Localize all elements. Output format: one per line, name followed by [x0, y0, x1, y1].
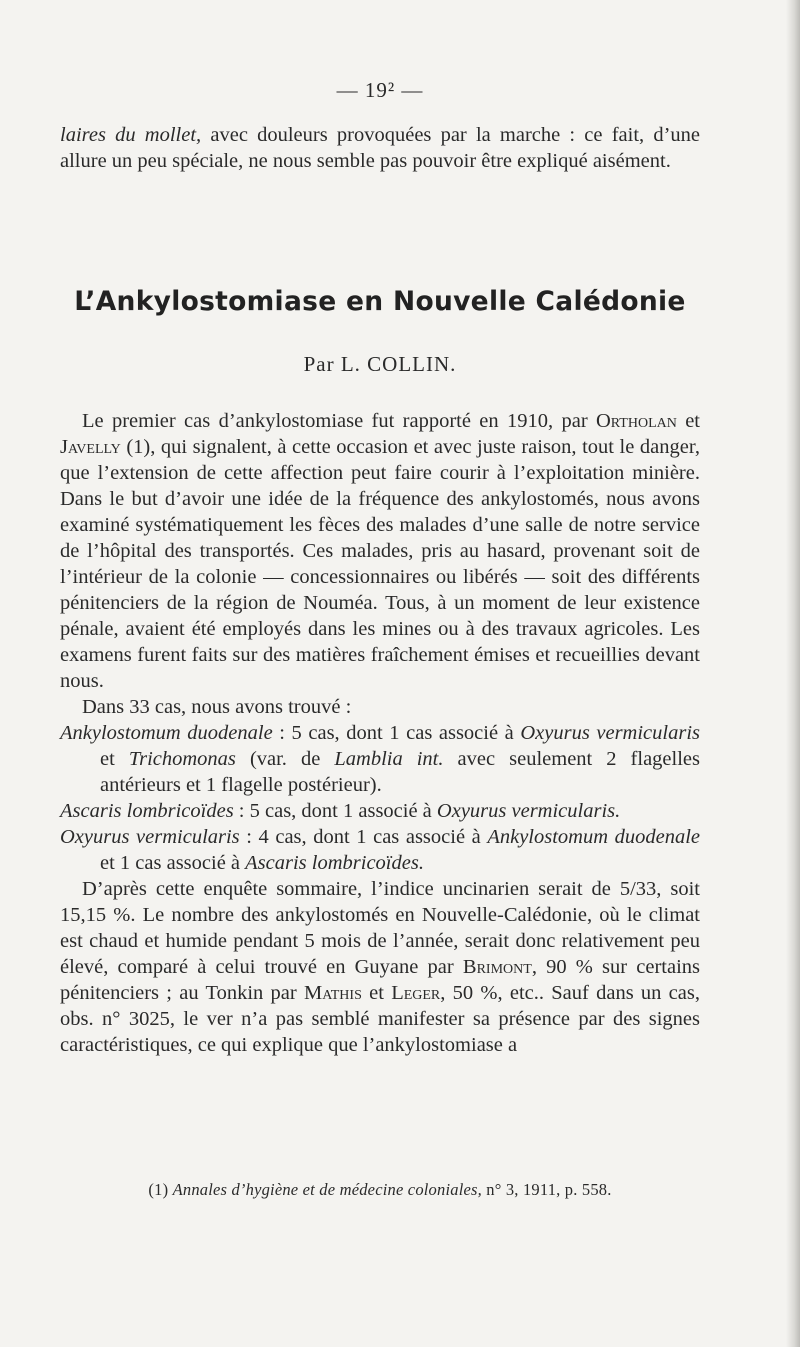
paragraph-3: D’après cette enquête sommaire, l’indice uncinarien serait de 5/33, soit 15,15 %. Le nombre des ankylostomés en Nouvelle-Calédonie, où le climat est chaud et humide pendant 5 mois de l’année, serait donc relativement peu élevé, comparé à celui trouvé en Guyane par Brimont, 90 % sur certains pénitenciers ; au Tonkin par Mathis et Leger, 50 %, etc.. Sauf dans un cas, obs. n° 3025, le ver n’a pas semblé manifester sa présence par des signes caractéristiques, ce qui explique que l’ankylostomiase a [60, 878, 700, 1056]
carryover-italic: laires du mollet, [60, 124, 202, 146]
article-title: L’Ankylostomiase en Nouvelle Calédonie [74, 286, 686, 317]
carryover-text: avec douleurs provoquées par la marche : ce fait, d’une allure un peu spéciale, ne nous semble pas pouvoir être expliqué aisément. [60, 124, 700, 172]
carryover-paragraph [60, 122, 700, 174]
author-name: Mathis [303, 982, 362, 1004]
footnote-journal: Annales d’hygiène et de médecine coloniales, [172, 1180, 482, 1199]
footnote-marker: (1) [148, 1180, 173, 1199]
species-name: Ankylostomum duodenale [60, 722, 273, 744]
paragraph-2: Dans 33 cas, nous avons trouvé : [82, 696, 352, 718]
footnote [60, 1180, 700, 1200]
species-name: Oxyurus vermicularis [60, 826, 240, 848]
page-edge-shadow [786, 0, 800, 1347]
paragraph-1: Le premier cas d’ankylostomiase fut rapporté en 1910, par Ortholan et Javelly (1), qui signalent, à cette occasion et avec juste raison, tout le danger, que l’extension de cette affection peut faire courir à l’exploitation minière. Dans le but d’avoir une idée de la fréquence des ankylostomés, nous avons examiné systématiquement les fèces des malades d’une salle de notre service de l’hôpital des transportés. Ces malades, pris au hasard, provenant soit de l’intérieur de la colonie — concessionnaires ou libérés — soit des différents pénitenciers de la région de Nouméa. Tous, à un moment de leur existence pénale, avaient été employés dans les mines ou à des travaux agricoles. Les examens furent faits sur des matières fraîchement émises et recueillies devant nous. [60, 410, 701, 692]
finding-item: Ascaris lombricoïdes : 5 cas, dont 1 associé à Oxyurus vermicularis. [60, 800, 621, 822]
finding-item: Ankylostomum duodenale : 5 cas, dont 1 cas associé à Oxyurus vermicularis et Trichomonas (var. de Lamblia int. avec seulement 2 flagelles antérieurs et 1 flagelle postérieur). [60, 722, 701, 796]
author-name: Ortholan [596, 410, 677, 432]
article-author: Par L. COLLIN. [303, 352, 457, 376]
author-name: Javelly [60, 436, 121, 458]
species-name: Ascaris lombricoïdes [60, 800, 234, 822]
author-name: Leger [391, 982, 441, 1004]
article-body [60, 408, 700, 1058]
author-name: Brimont [462, 956, 532, 978]
footnote-reference: n° 3, 1911, p. 558. [481, 1180, 612, 1199]
page-number: — 19² — [336, 78, 424, 102]
finding-item: Oxyurus vermicularis : 4 cas, dont 1 cas associé à Ankylostomum duodenale et 1 cas associé à Ascaris lombricoïdes. [60, 826, 701, 874]
